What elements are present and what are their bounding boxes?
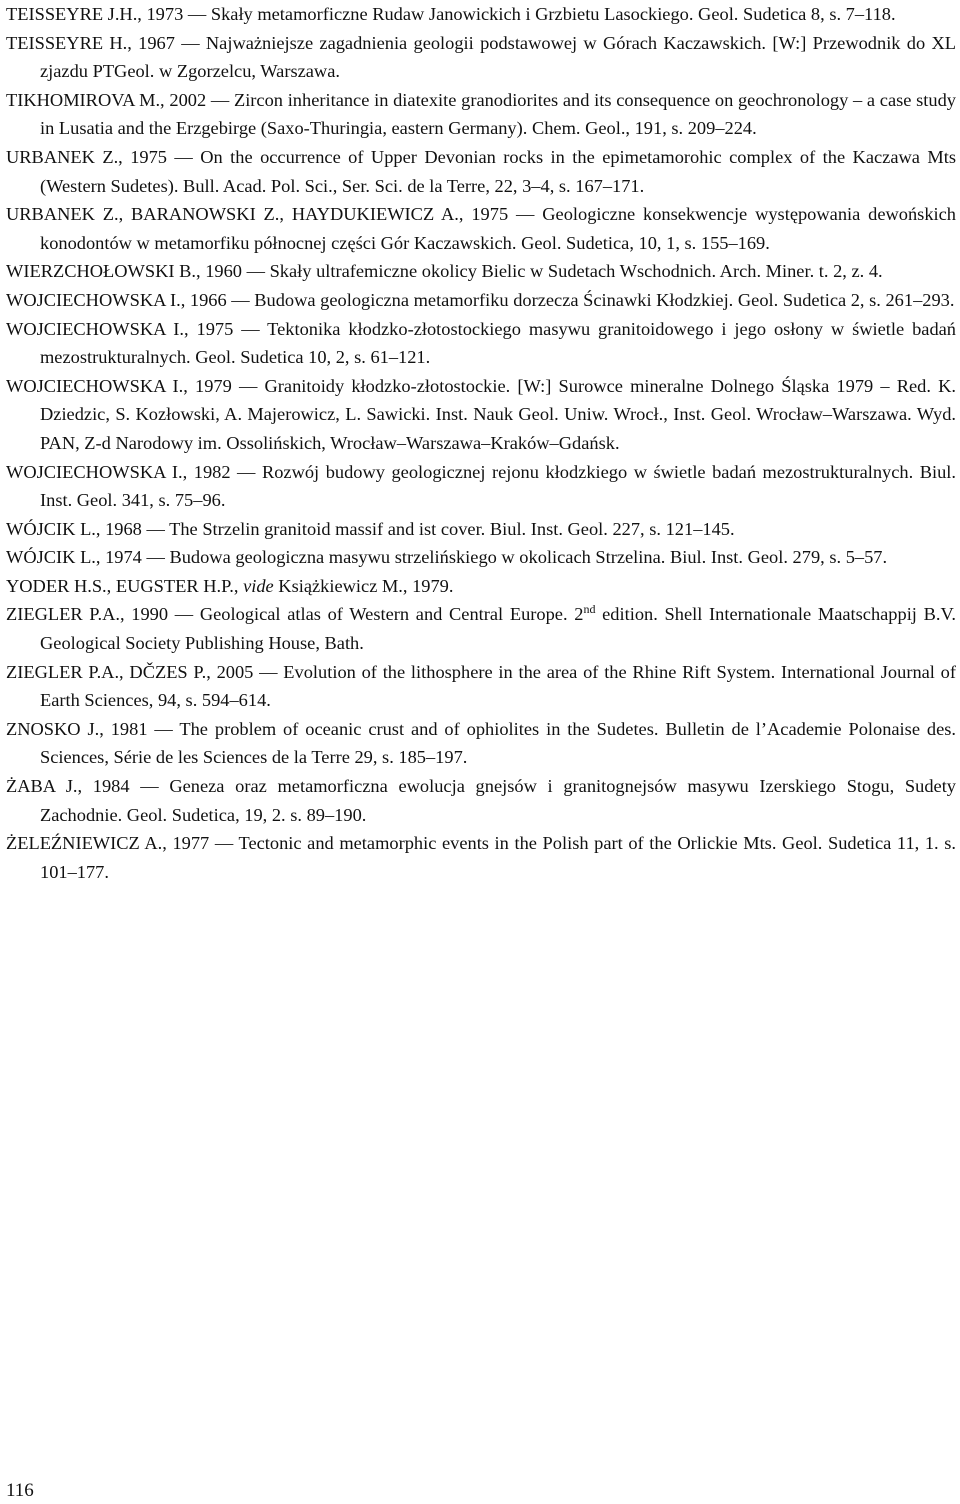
- reference-item-yoder: [6, 572, 956, 601]
- reference-item: ŻELEŹNIEWICZ A., 1977 — Tectonic and metamorphic events in the Polish part of the Orlickie Mts. Geol. Sudetica 11, 1. s. 101–177.: [6, 833, 956, 882]
- reference-item: ZNOSKO J., 1981 — The problem of oceanic crust and of ophiolites in the Sudetes. Bulletin de l’Academie Polonaise des. Sciences, Série de les Sciences de la Terre 29, s. 185–197.: [6, 718, 956, 768]
- reference-item: TEISSEYRE J.H., 1973 — Skały metamorficzne Rudaw Janowickich i Grzbietu Lasockiego. Geol. Sudetica 8, s. 7–118.: [6, 4, 896, 24]
- reference-item: ZIEGLER P.A., DČZES P., 2005 — Evolution of the lithosphere in the area of the Rhine Rift System. International Journal of Earth Sciences, 94, s. 594–614.: [6, 661, 956, 711]
- reference-list: [6, 0, 956, 886]
- reference-vide: vide: [243, 575, 274, 596]
- reference-item: WOJCIECHOWSKA I., 1979 — Granitoidy kłodzko-złotostockie. [W:] Surowce mineralne Dolnego Śląska 1979 – Red. K. Dziedzic, S. Kozłowski, A. Majerowicz, L. Sawicki. Inst. Nauk Geol. Uniw. Wrocł., Inst. Geol. Wrocław–Warszawa. Wyd. PAN, Z-d Narodowy im. Ossolińskich, Wrocław–Warszawa–Kraków–Gdańsk.: [6, 375, 956, 453]
- reference-authors: YODER H.S., EUGSTER H.P.,: [6, 575, 244, 596]
- reference-item: URBANEK Z., 1975 — On the occurrence of Upper Devonian rocks in the epimetamorohic complex of the Kaczawa Mts (Western Sudetes). Bull. Acad. Pol. Sci., Ser. Sci. de la Terre, 22, 3–4, s. 167–171.: [6, 146, 956, 196]
- reference-superscript: nd: [583, 602, 596, 617]
- reference-item: URBANEK Z., BARANOWSKI Z., HAYDUKIEWICZ A., 1975 — Geologiczne konsekwencje występowania dewońskich konodontów w metamorfiku północnej części Gór Kaczawskich. Geol. Sudetica, 10, 1, s. 155–169.: [6, 204, 956, 253]
- reference-item: TIKHOMIROVA M., 2002 — Zircon inheritance in diatexite granodiorites and its consequence on geochronology – a case study in Lusatia and the Erzgebirge (Saxo-Thuringia, eastern Germany). Chem. Geol., 191, s. 209–224.: [6, 89, 956, 139]
- reference-text-before: ZIEGLER P.A., 1990 — Geological atlas of Western and Central Europe. 2: [6, 604, 584, 625]
- reference-text-after: edition. Shell Internationale Maatschappij B.V. Geological Society Publishing House, Bath.: [40, 604, 956, 654]
- reference-item-ziegler-1990: [6, 600, 956, 657]
- reference-rest: Książkiewicz M., 1979.: [273, 575, 454, 596]
- reference-item: WÓJCIK L., 1968 — The Strzelin granitoid massif and ist cover. Biul. Inst. Geol. 227, s. 121–145.: [6, 518, 735, 539]
- reference-item: WIERZCHOŁOWSKI B., 1960 — Skały ultrafemiczne okolicy Bielic w Sudetach Wschodnich. Arch. Miner. t. 2, z. 4.: [6, 261, 883, 282]
- reference-item: ŻABA J., 1984 — Geneza oraz metamorficzna ewolucja gnejsów i granitognejsów masywu Izerskiego Stogu, Sudety Zachodnie. Geol. Sudetica, 19, 2. s. 89–190.: [6, 776, 956, 825]
- reference-item: WOJCIECHOWSKA I., 1966 — Budowa geologiczna metamorfiku dorzecza Ścinawki Kłodzkiej. Geol. Sudetica 2, s. 261–293.: [6, 289, 955, 310]
- reference-item: TEISSEYRE H., 1967 — Najważniejsze zagadnienia geologii podstawowej w Górach Kaczawskich. [W:] Przewodnik do XL zjazdu PTGeol. w Zgorzelcu, Warszawa.: [6, 32, 956, 82]
- page-number: 116: [6, 1480, 34, 1501]
- reference-item: WOJCIECHOWSKA I., 1982 — Rozwój budowy geologicznej rejonu kłodzkiego w świetle badań mezostrukturalnych. Biul. Inst. Geol. 341, s. 75–96.: [6, 461, 956, 511]
- reference-item: WÓJCIK L., 1974 — Budowa geologiczna masywu strzelińskiego w okolicach Strzelina. Biul. Inst. Geol. 279, s. 5–57.: [6, 547, 888, 568]
- reference-item: WOJCIECHOWSKA I., 1975 — Tektonika kłodzko-złotostockiego masywu granitoidowego i jego osłony w świetle badań mezostrukturalnych. Geol. Sudetica 10, 2, s. 61–121.: [6, 318, 956, 368]
